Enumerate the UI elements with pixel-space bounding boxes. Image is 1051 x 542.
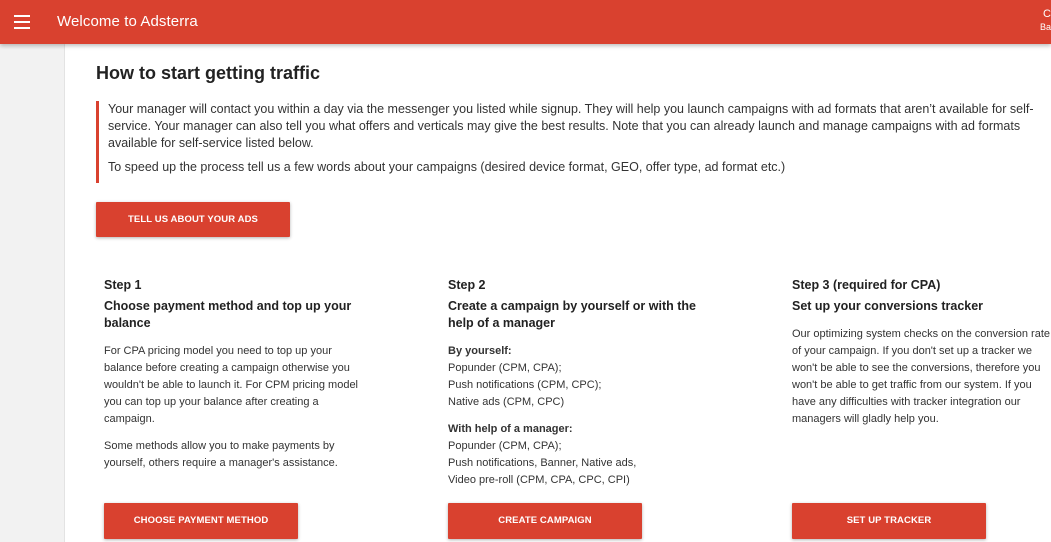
step-3-card — [792, 278, 1051, 438]
notice-paragraph: Your manager will contact you within a day via the messenger you listed while signup. They will help you launch campaigns with ad formats that aren’t available for self-service. Your manager can also tell you what offers and verticals may give the best results. Note that you can already launch and manage campaigns with ad formats available for self-service listed below. — [108, 102, 1034, 150]
step-body — [448, 343, 710, 489]
main-content — [65, 44, 1051, 542]
sidebar — [0, 44, 65, 542]
app-title: Welcome to Adsterra — [57, 13, 198, 30]
self-service-label: By yourself: — [448, 345, 512, 357]
step-body — [104, 343, 366, 472]
step-1-card — [104, 278, 366, 482]
tell-us-about-your-ads-button[interactable]: TELL US ABOUT YOUR ADS — [96, 202, 290, 237]
step-paragraph: Some methods allow you to make payments by yourself, others require a manager's assistance. — [104, 440, 338, 469]
user-account-menu[interactable] — [1037, 8, 1051, 34]
list-item: Popunder (CPM, CPA); — [448, 362, 562, 374]
step-heading: Step 2 — [448, 278, 486, 292]
step-heading: Step 3 (required for CPA) — [792, 278, 941, 292]
top-app-bar — [0, 0, 1051, 44]
page-title: How to start getting traffic — [96, 63, 320, 83]
user-balance-label: Ba — [1039, 22, 1051, 32]
list-item: Popunder (CPM, CPA); — [448, 440, 562, 452]
user-initial: C — [1043, 8, 1051, 20]
hamburger-menu-icon[interactable] — [14, 15, 30, 29]
list-item: Push notifications, Banner, Native ads, — [448, 457, 637, 469]
list-item: Push notifications (CPM, CPC); — [448, 379, 602, 391]
list-item: Video pre-roll (CPM, CPA, CPC, CPI) — [448, 474, 630, 486]
manager-help-label: With help of a manager: — [448, 423, 573, 435]
create-campaign-button[interactable]: CREATE CAMPAIGN — [448, 503, 642, 539]
step-subtitle: Create a campaign by yourself or with the help of a manager — [448, 299, 696, 330]
manager-notice — [96, 101, 1051, 183]
notice-paragraph: To speed up the process tell us a few words about your campaigns (desired device format, GEO, offer type, ad format etc.) — [108, 160, 786, 174]
set-up-tracker-button[interactable]: SET UP TRACKER — [792, 503, 986, 539]
step-paragraph: Our optimizing system checks on the conversion rate of your campaign. If you don't set up a tracker we won't be able to see the conversions, therefore you won't be able to get traffic from our system. If you have any difficulties with tracker integration our managers will gladly help you. — [792, 328, 1051, 425]
choose-payment-method-button[interactable]: CHOOSE PAYMENT METHOD — [104, 503, 298, 539]
list-item: Native ads (CPM, CPC) — [448, 396, 565, 408]
step-heading: Step 1 — [104, 278, 142, 292]
step-paragraph: For CPA pricing model you need to top up your balance before creating a campaign otherwise you wouldn't be able to launch it. For CPM pricing model you can top up your balance after creating a campaign. — [104, 345, 359, 425]
step-2-card — [448, 278, 710, 489]
step-subtitle: Set up your conversions tracker — [792, 299, 984, 313]
step-subtitle: Choose payment method and top up your balance — [104, 299, 352, 330]
step-body — [792, 326, 1051, 428]
